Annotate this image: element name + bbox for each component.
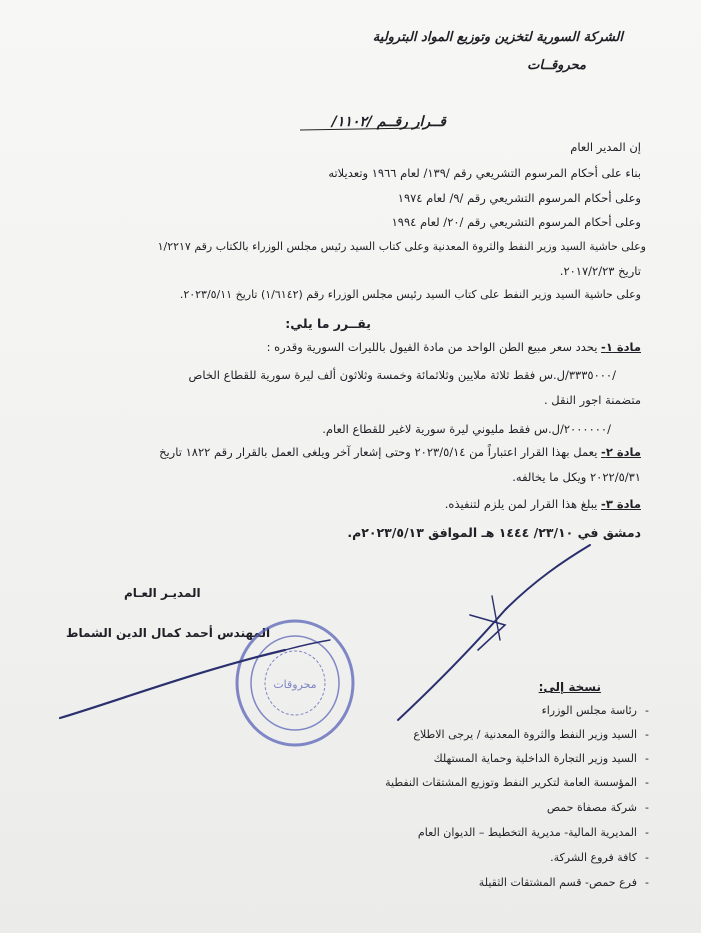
date-line: دمشق في ٢٣/١٠/ ١٤٤٤ هـ الموافق ٢٠٢٣/٥/١٣م. xyxy=(347,525,641,540)
issuer-line: إن المدير العام xyxy=(570,140,641,154)
signature-title: المديـر العـام xyxy=(124,586,201,600)
copy-recipient: -السيد وزير التجارة الداخلية وحماية المستهلك xyxy=(433,752,649,765)
article-2-text: يعمل بهذا القرار اعتباراً من ٢٠٢٣/٥/١٤ وحتى إشعار آخر ويلغى العمل بالقرار رقم ١٨٢٢ تاريخ xyxy=(159,445,598,459)
signature-scribble xyxy=(60,545,590,720)
decision-number: قــرار رقــم /١١٠٢/ xyxy=(331,114,446,130)
copy-recipient: -كافة فروع الشركة. xyxy=(550,851,649,864)
article-3-title: مادة ٣- xyxy=(601,497,641,511)
company-name: الشركة السورية لتخزين وتوزيع المواد البترولية xyxy=(372,30,623,45)
copy-recipient: -شركة مصفاة حمص xyxy=(546,801,649,814)
division-name: محروقــات xyxy=(527,58,586,73)
article-1-price-public: /٢٠٠٠٠٠٠/ل.س فقط مليوني ليرة سورية لاغير للقطاع العام. xyxy=(322,422,611,436)
article-1-text: يحدد سعر مبيع الطن الواحد من مادة الفيول بالليرات السورية وقدره : xyxy=(266,340,598,354)
pursuant-line: تاريخ ٢٠١٧/٢/٢٣. xyxy=(559,264,641,278)
article-3-text: يبلغ هذا القرار لمن يلزم لتنفيذه. xyxy=(444,497,598,511)
copy-recipient: -فرع حمص- قسم المشتقات الثقيلة xyxy=(478,876,649,889)
pursuant-line: وعلى أحكام المرسوم التشريعي رقم /٩/ لعام ١٩٧٤ xyxy=(397,191,641,205)
pursuant-line: وعلى أحكام المرسوم التشريعي رقم /٢٠/ لعام ١٩٩٤ xyxy=(391,215,641,229)
signatory-name: المهندس أحمد كمال الدين الشماط xyxy=(66,626,271,640)
copy-recipient: -السيد وزير النفط والثروة المعدنية / يرجى الاطلاع xyxy=(413,728,649,741)
copy-recipient: -المؤسسة العامة لتكرير النفط وتوزيع المشتقات النفطية xyxy=(385,776,649,789)
pursuant-line: بناء على أحكام المرسوم التشريعي رقم /١٣٩/ لعام ١٩٦٦ وتعديلاته xyxy=(328,166,641,180)
article-1-price-private: /٣٣٣٥٠٠٠/ل.س فقط ثلاثة ملايين وثلاثمائة وخمسة وثلاثون ألف ليرة سورية للقطاع الخاص xyxy=(188,368,616,382)
copy-recipient: -رئاسة مجلس الوزراء xyxy=(541,704,649,717)
article-2-text-cont: ٢٠٢٢/٥/٣١ ويكل ما يخالفه. xyxy=(512,470,641,484)
article-2-title: مادة ٢- xyxy=(601,445,641,459)
stamp-text: محروقات xyxy=(273,678,317,691)
copies-heading: نسخة إلى: xyxy=(538,680,601,694)
article-1-title: مادة ١- xyxy=(601,340,641,354)
pursuant-line: وعلى حاشية السيد وزير النفط والثروة المعدنية وعلى كتاب السيد رئيس مجلس الوزراء بالكتاب رقم ١/٢٢١٧ xyxy=(157,240,646,253)
official-stamp xyxy=(237,621,353,745)
copy-recipient: -المديرية المالية- مديرية التخطيط – الديوان العام xyxy=(417,826,649,839)
decision-underline xyxy=(300,128,420,130)
decides-heading: يقــرر ما يلي: xyxy=(285,316,371,331)
pursuant-line: وعلى حاشية السيد وزير النفط على كتاب السيد رئيس مجلس الوزراء رقم (١/٦١٤٢) تاريخ ٢٠٢٣/٥/١١. xyxy=(179,288,641,301)
article-1-price-private-cont: متضمنة اجور النقل . xyxy=(543,393,641,407)
